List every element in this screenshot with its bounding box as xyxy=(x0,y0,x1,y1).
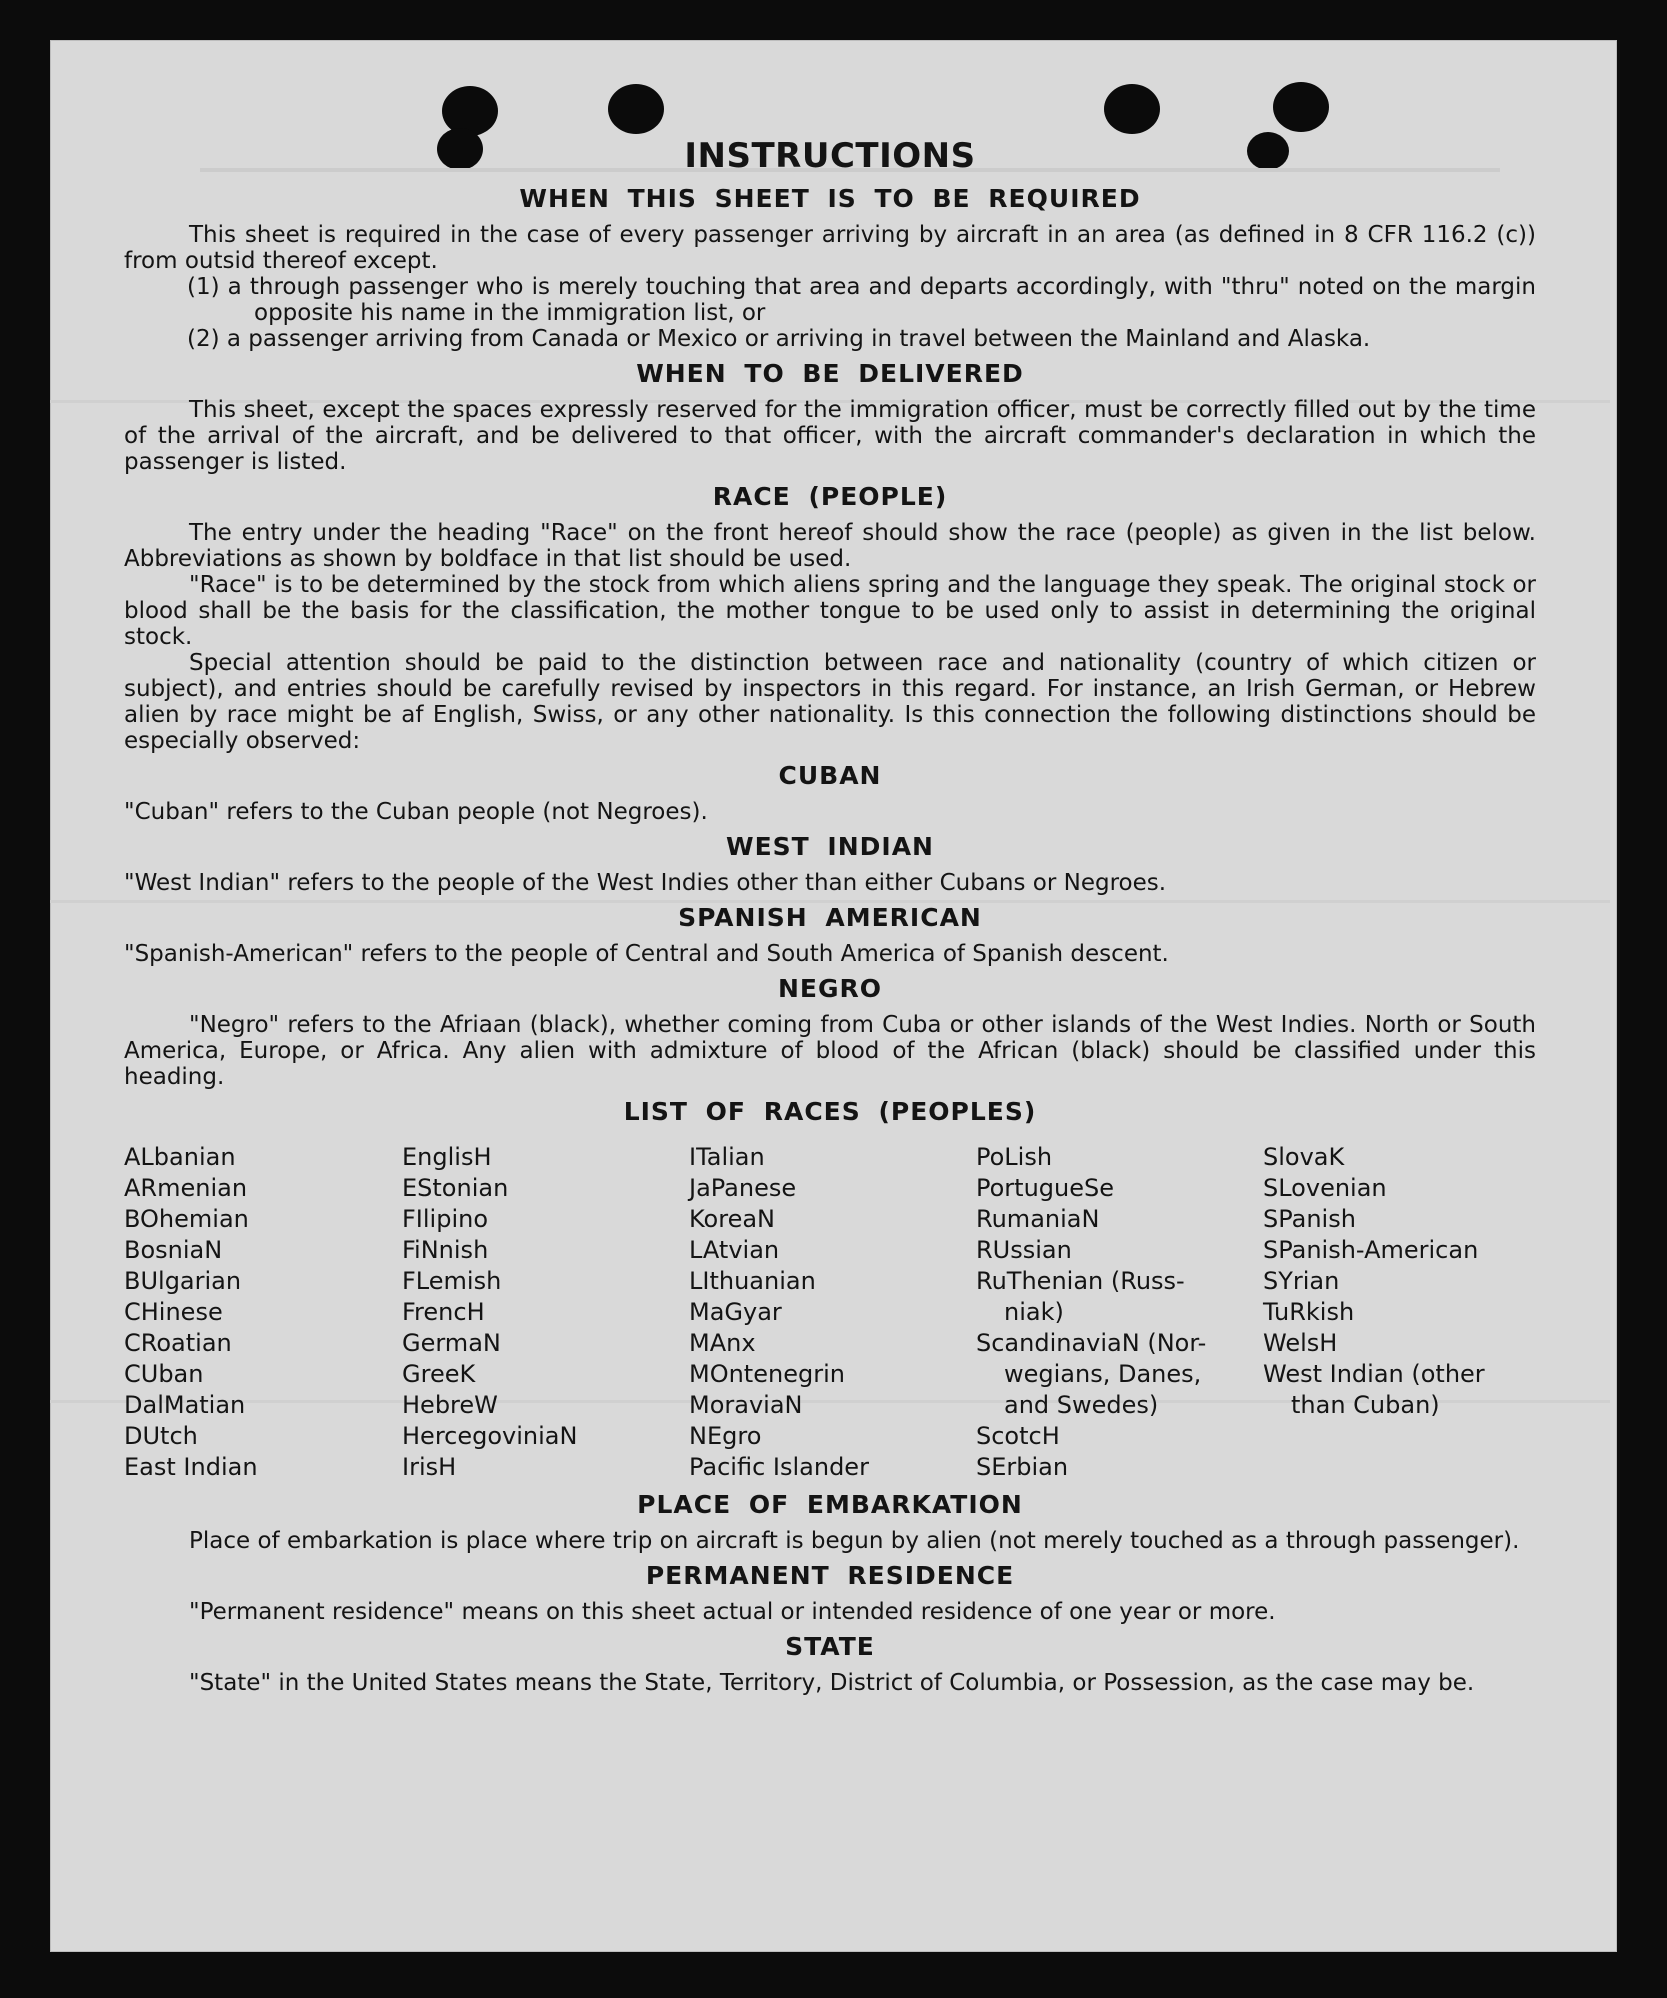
section-heading: NEGRO xyxy=(777,974,883,1003)
race-item: IrisH xyxy=(402,1453,457,1481)
race-item: than Cuban) xyxy=(1291,1391,1440,1419)
race-item: HebreW xyxy=(402,1391,498,1419)
race-item: ALbanian xyxy=(124,1143,236,1171)
race-item: FrencH xyxy=(402,1298,485,1326)
race-item: PoLish xyxy=(976,1143,1053,1171)
race-item: FLemish xyxy=(402,1267,502,1295)
race-item: MAnx xyxy=(689,1329,756,1357)
race-item: KoreaN xyxy=(689,1205,775,1233)
race-item: CHinese xyxy=(124,1298,223,1326)
race-item: CRoatian xyxy=(124,1329,232,1357)
section-heading: PERMANENT RESIDENCE xyxy=(645,1561,1015,1590)
punch-hole xyxy=(1104,84,1160,134)
race-item: SlovaK xyxy=(1263,1143,1345,1171)
race-item: LIthuanian xyxy=(689,1267,816,1295)
section-heading: WHEN THIS SHEET IS TO BE REQUIRED xyxy=(519,184,1141,213)
races-column xyxy=(1263,1142,1533,1483)
race-item: WelsH xyxy=(1263,1329,1338,1357)
page-title: INSTRUCTIONS xyxy=(684,136,976,176)
section-when-delivered xyxy=(124,359,1536,475)
races-column xyxy=(124,1142,402,1483)
paragraph: "State" in the United States means the State, Territory, District of Columbia, or Possession, as the case may be. xyxy=(189,1670,1475,1696)
document-sheet xyxy=(50,40,1617,1952)
race-item: wegians, Danes, xyxy=(1004,1360,1202,1388)
paragraph: Place of embarkation is place where trip on aircraft is begun by alien (not merely touched as a through passenger). xyxy=(189,1528,1520,1554)
section-place-of-embarkation xyxy=(124,1490,1536,1554)
race-item: FiNnish xyxy=(402,1236,489,1264)
race-item: GermaN xyxy=(402,1329,501,1357)
paragraph: This sheet, except the spaces expressly reserved for the immigration officer, must be correctly filled out by the time of the arrival of the aircraft, and be delivered to that officer, with the aircraft commander's declaration in which the passenger is listed. xyxy=(124,397,1536,475)
race-item: EnglisH xyxy=(402,1143,492,1171)
race-item: SLovenian xyxy=(1263,1174,1387,1202)
race-item: West Indian (other xyxy=(1263,1360,1485,1388)
paragraph: "Cuban" refers to the Cuban people (not Negroes). xyxy=(124,799,708,825)
race-item: TuRkish xyxy=(1263,1298,1355,1326)
section-negro xyxy=(124,974,1536,1090)
race-item: ScandinaviaN (Nor- xyxy=(976,1329,1207,1357)
race-item: ARmenian xyxy=(124,1174,248,1202)
races-column xyxy=(402,1142,689,1483)
race-item: CUban xyxy=(124,1360,204,1388)
section-list-of-races xyxy=(124,1097,1536,1483)
section-when-required xyxy=(124,184,1536,352)
paragraph-item: (2) a passenger arriving from Canada or Mexico or arriving in travel between the Mainland and Alaska. xyxy=(187,326,1371,352)
race-item: ScotcH xyxy=(976,1422,1060,1450)
race-item: MOntenegrin xyxy=(689,1360,845,1388)
race-item: niak) xyxy=(1004,1298,1064,1326)
punch-hole xyxy=(1273,82,1329,132)
race-item: DUtch xyxy=(124,1422,198,1450)
instructions-content xyxy=(124,136,1536,1696)
punch-hole xyxy=(608,84,664,134)
paragraph-item: (1) a through passenger who is merely touching that area and departs accordingly, with "thru" noted on the margin opposite his name in the immigration list, or xyxy=(187,274,1536,326)
section-heading: CUBAN xyxy=(778,761,882,790)
races-column xyxy=(689,1142,976,1483)
race-item: BOhemian xyxy=(124,1205,249,1233)
race-item: MaGyar xyxy=(689,1298,782,1326)
race-item: RuThenian (Russ- xyxy=(976,1267,1185,1295)
paragraph: This sheet is required in the case of every passenger arriving by aircraft in an area (as defined in 8 CFR 116.2 (c)) from outsid thereof except. xyxy=(124,222,1536,274)
race-item: Pacific Islander xyxy=(689,1453,869,1481)
paragraph: "Permanent residence" means on this sheet actual or intended residence of one year or more. xyxy=(189,1599,1276,1625)
paragraph: Special attention should be paid to the distinction between race and nationality (country of which citizen or subject), and entries should be carefully revised by inspectors in this regard. For instance, an Irish German, or Hebrew alien by race might be af English, Swiss, or any other nationality. Is this connection the following distinctions should be especially observed: xyxy=(124,650,1536,754)
race-item: PortugueSe xyxy=(976,1174,1114,1202)
paragraph: "Race" is to be determined by the stock from which aliens spring and the language they speak. The original stock or blood shall be the basis for the classification, the mother tongue to be used only to assist in determining the original stock. xyxy=(124,572,1536,650)
race-item: FIlipino xyxy=(402,1205,489,1233)
race-item: SYrian xyxy=(1263,1267,1340,1295)
race-item: SErbian xyxy=(976,1453,1069,1481)
races-list xyxy=(124,1142,1536,1483)
race-item: ITalian xyxy=(689,1143,765,1171)
section-heading: WEST INDIAN xyxy=(726,832,934,861)
section-heading: RACE (PEOPLE) xyxy=(712,482,948,511)
section-permanent-residence xyxy=(124,1561,1536,1625)
race-item: RumaniaN xyxy=(976,1205,1100,1233)
section-spanish-american xyxy=(124,903,1536,967)
race-item: NEgro xyxy=(689,1422,762,1450)
paragraph: The entry under the heading "Race" on the front hereof should show the race (people) as given in the list below. Abbreviations as shown by boldface in that list should be used. xyxy=(124,520,1536,572)
race-item: GreeK xyxy=(402,1360,476,1388)
race-item: SPanish-American xyxy=(1263,1236,1479,1264)
paragraph: "Negro" refers to the Afriaan (black), whether coming from Cuba or other islands of the West Indies. North or South America, Europe, or Africa. Any alien with admixture of blood of the African (black) should be classified under this heading. xyxy=(124,1012,1536,1090)
race-item: BosniaN xyxy=(124,1236,223,1264)
race-item: JaPanese xyxy=(689,1174,797,1202)
race-item: EStonian xyxy=(402,1174,509,1202)
section-heading: STATE xyxy=(785,1632,875,1661)
races-column xyxy=(976,1142,1263,1483)
race-item: MoraviaN xyxy=(689,1391,803,1419)
section-west-indian xyxy=(124,832,1536,896)
race-item: LAtvian xyxy=(689,1236,780,1264)
race-item: BUlgarian xyxy=(124,1267,242,1295)
punch-hole xyxy=(442,86,498,136)
section-heading: WHEN TO BE DELIVERED xyxy=(636,359,1024,388)
section-heading: PLACE OF EMBARKATION xyxy=(637,1490,1023,1519)
race-item: RUssian xyxy=(976,1236,1072,1264)
race-item: DalMatian xyxy=(124,1391,246,1419)
paragraph: "Spanish-American" refers to the people of Central and South America of Spanish descent. xyxy=(124,941,1169,967)
race-item: HercegoviniaN xyxy=(402,1422,578,1450)
section-cuban xyxy=(124,761,1536,825)
race-item: SPanish xyxy=(1263,1205,1356,1233)
section-heading: SPANISH AMERICAN xyxy=(678,903,982,932)
section-race xyxy=(124,482,1536,754)
section-heading: LIST OF RACES (PEOPLES) xyxy=(623,1097,1037,1126)
section-state xyxy=(124,1632,1536,1696)
race-item: East Indian xyxy=(124,1453,258,1481)
race-item: and Swedes) xyxy=(1004,1391,1159,1419)
paragraph: "West Indian" refers to the people of the West Indies other than either Cubans or Negroes. xyxy=(124,870,1167,896)
